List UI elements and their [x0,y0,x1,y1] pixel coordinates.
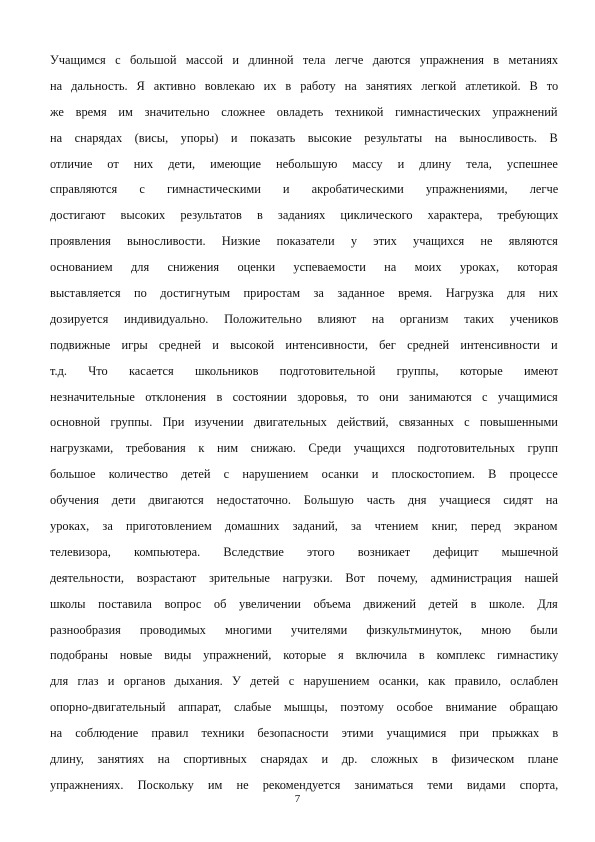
text-line: для глаз и органов дыхания. У детей с нарушением осанки, как правило, ослаблен [50,674,558,689]
text-line: большое количество детей с нарушением осанки и плоскостопием. В процессе [50,467,558,482]
text-line: на дальность. Я активно вовлекаю их в работу на занятиях легкой атлетикой. В то [50,78,558,93]
text-line: уроках, за приготовлением домашних заданий, за чтением книг, перед экраном [50,519,558,534]
text-line: достигают высоких результатов в заданиях циклического характера, требующих [50,208,558,223]
text-line: деятельности, возрастают зрительные нагрузки. Вот почему, администрация нашей [50,570,558,585]
text-line: подобраны новые виды упражнений, которые я включила в комплекс гимнастику [50,648,558,663]
text-line: выставляется по достигнутым приростам за заданное время. Нагрузка для них [50,286,558,301]
text-line: проявления выносливости. Низкие показатели у этих учащихся не являются [50,234,558,249]
text-line: же время им значительно сложнее овладеть техникой гимнастических упражнений [50,104,558,119]
text-line: справляются с гимнастическими и акробатическими упражнениями, легче [50,182,558,197]
text-line: обучения дети двигаются недостаточно. Большую часть дня учащиеся сидят на [50,493,558,508]
text-line: незначительные отклонения в состоянии здоровья, то они занимаются с учащимися [50,389,558,404]
text-line: основанием для снижения оценки успеваемости на моих уроках, которая [50,260,558,275]
body-paragraph [50,51,558,802]
text-line: телевизора, компьютера. Вследствие этого возникает дефицит мышечной [50,544,558,559]
page-number: 7 [294,793,301,805]
text-line: длину, занятиях на спортивных снарядах и др. сложных в физическом плане [50,752,558,767]
text-line: упражнениях. Поскольку им не рекомендуется заниматься теми видами спорта, [50,777,558,792]
text-line: опорно-двигательный аппарат, слабые мышцы, поэтому особое внимание обращаю [50,700,558,715]
text-line: на соблюдение правил техники безопасности этими учащимися при прыжках в [50,726,558,741]
text-line: Учащимся с большой массой и длинной тела легче даются упражнения в метаниях [50,53,558,67]
text-line: т.д. Что касается школьников подготовительной группы, которые имеют [50,363,558,378]
text-line: школы поставила вопрос об увеличении объема движений детей в школе. Для [50,596,558,611]
text-line: на снарядах (висы, упоры) и показать высокие результаты на выносливость. В [50,130,558,145]
text-line: дозируется индивидуально. Положительно влияют на организм таких учеников [50,311,558,326]
text-line: нагрузками, требования к ним снижаю. Среди учащихся подготовительных групп [50,441,558,456]
text-line: отличие от них дети, имеющие небольшую массу и длину тела, успешнее [50,156,558,171]
text-line: разнообразия проводимых многими учителями физкультминуток, мною были [50,622,558,637]
text-line: основной группы. При изучении двигательных действий, связанных с повышенными [50,415,558,430]
text-line: подвижные игры средней и высокой интенсивности, бег средней интенсивности и [50,337,558,352]
